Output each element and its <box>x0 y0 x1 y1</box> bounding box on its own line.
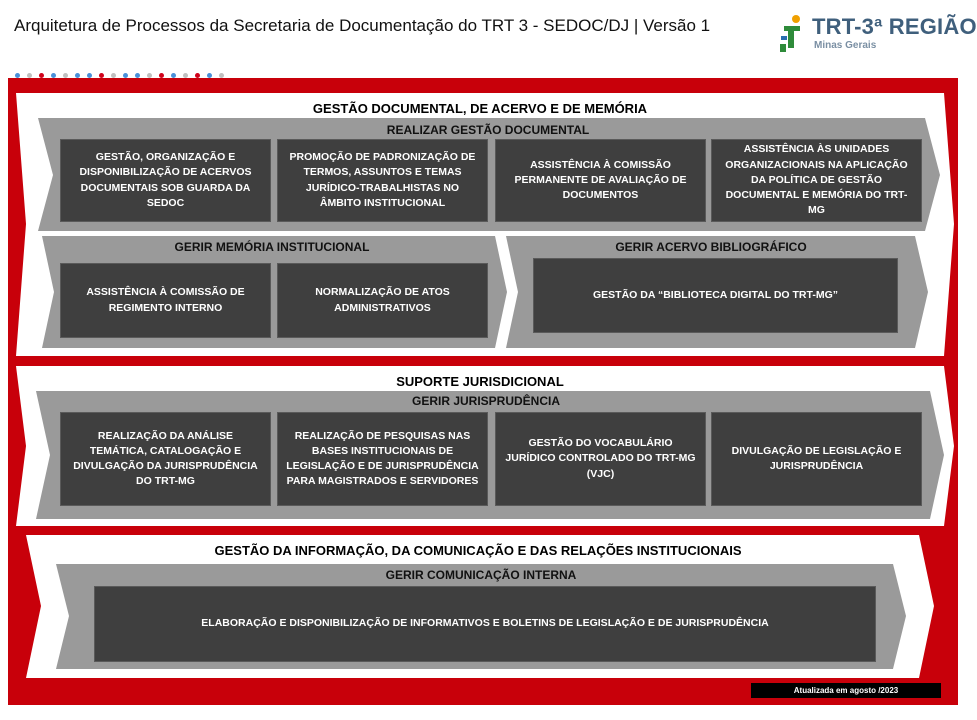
process-box-jurisprudencia-2[interactable]: REALIZAÇÃO DE PESQUISAS NAS BASES INSTITUCIONAIS DE LEGISLAÇÃO E DE JURISPRUDÊNCIA PARA MAGISTRADOS E SERVIDORES <box>277 412 488 506</box>
band-title-comunicacao: GERIR COMUNICAÇÃO INTERNA <box>385 568 577 582</box>
band-title-acervo: GERIR ACERVO BIBLIOGRÁFICO <box>615 240 807 254</box>
band-title-memoria: GERIR MEMÓRIA INSTITUCIONAL <box>174 240 370 254</box>
logo-subtext: Minas Gerais <box>814 40 877 51</box>
process-box-realizar-3[interactable]: ASSISTÊNCIA À COMISSÃO PERMANENTE DE AVALIAÇÃO DE DOCUMENTOS <box>495 139 706 222</box>
process-box-jurisprudencia-3[interactable]: GESTÃO DO VOCABULÁRIO JURÍDICO CONTROLADO DO TRT-MG (VJC) <box>495 412 706 506</box>
process-box-memoria-2[interactable]: NORMALIZAÇÃO DE ATOS ADMINISTRATIVOS <box>277 263 488 338</box>
band-title-jurisprudencia: GERIR JURISPRUDÊNCIA <box>411 394 561 408</box>
process-box-realizar-2[interactable]: PROMOÇÃO DE PADRONIZAÇÃO DE TERMOS, ASSUNTOS E TEMAS JURÍDICO-TRABALHISTAS NO ÂMBITO INSTITUCIONAL <box>277 139 488 222</box>
process-box-jurisprudencia-1[interactable]: REALIZAÇÃO DA ANÁLISE TEMÁTICA, CATALOGAÇÃO E DIVULGAÇÃO DA JURISPRUDÊNCIA DO TRT-MG <box>60 412 271 506</box>
process-box-realizar-1[interactable]: GESTÃO, ORGANIZAÇÃO E DISPONIBILIZAÇÃO DE ACERVOS DOCUMENTAIS SOB GUARDA DA SEDOC <box>60 139 271 222</box>
section-title-informacao: GESTÃO DA INFORMAÇÃO, DA COMUNICAÇÃO E DAS RELAÇÕES INSTITUCIONAIS <box>214 543 742 558</box>
process-box-acervo-1[interactable]: GESTÃO DA “BIBLIOTECA DIGITAL DO TRT-MG” <box>533 258 898 333</box>
section-title-gestao-documental: GESTÃO DOCUMENTAL, DE ACERVO E DE MEMÓRIA <box>312 101 648 116</box>
logo-text: TRT-3ª REGIÃO <box>812 14 977 39</box>
process-box-jurisprudencia-4[interactable]: DIVULGAÇÃO DE LEGISLAÇÃO E JURISPRUDÊNCIA <box>711 412 922 506</box>
band-title-realizar: REALIZAR GESTÃO DOCUMENTAL <box>386 123 590 137</box>
process-box-realizar-4[interactable]: ASSISTÊNCIA ÀS UNIDADES ORGANIZACIONAIS NA APLICAÇÃO DA POLÍTICA DE GESTÃO DOCUMENTAL E MEMÓRIA DO TRT-MG <box>711 139 922 222</box>
page-title: Arquitetura de Processos da Secretaria de Documentação do TRT 3 - SEDOC/DJ | Versão 1 <box>14 16 711 35</box>
updated-badge: Atualizada em agosto /2023 <box>751 683 941 698</box>
process-box-memoria-1[interactable]: ASSISTÊNCIA À COMISSÃO DE REGIMENTO INTERNO <box>60 263 271 338</box>
process-box-comunicacao-1[interactable]: ELABORAÇÃO E DISPONIBILIZAÇÃO DE INFORMATIVOS E BOLETINS DE LEGISLAÇÃO E DE JURISPRUDÊNCIA <box>94 586 876 662</box>
section-title-suporte: SUPORTE JURISDICIONAL <box>396 374 564 389</box>
